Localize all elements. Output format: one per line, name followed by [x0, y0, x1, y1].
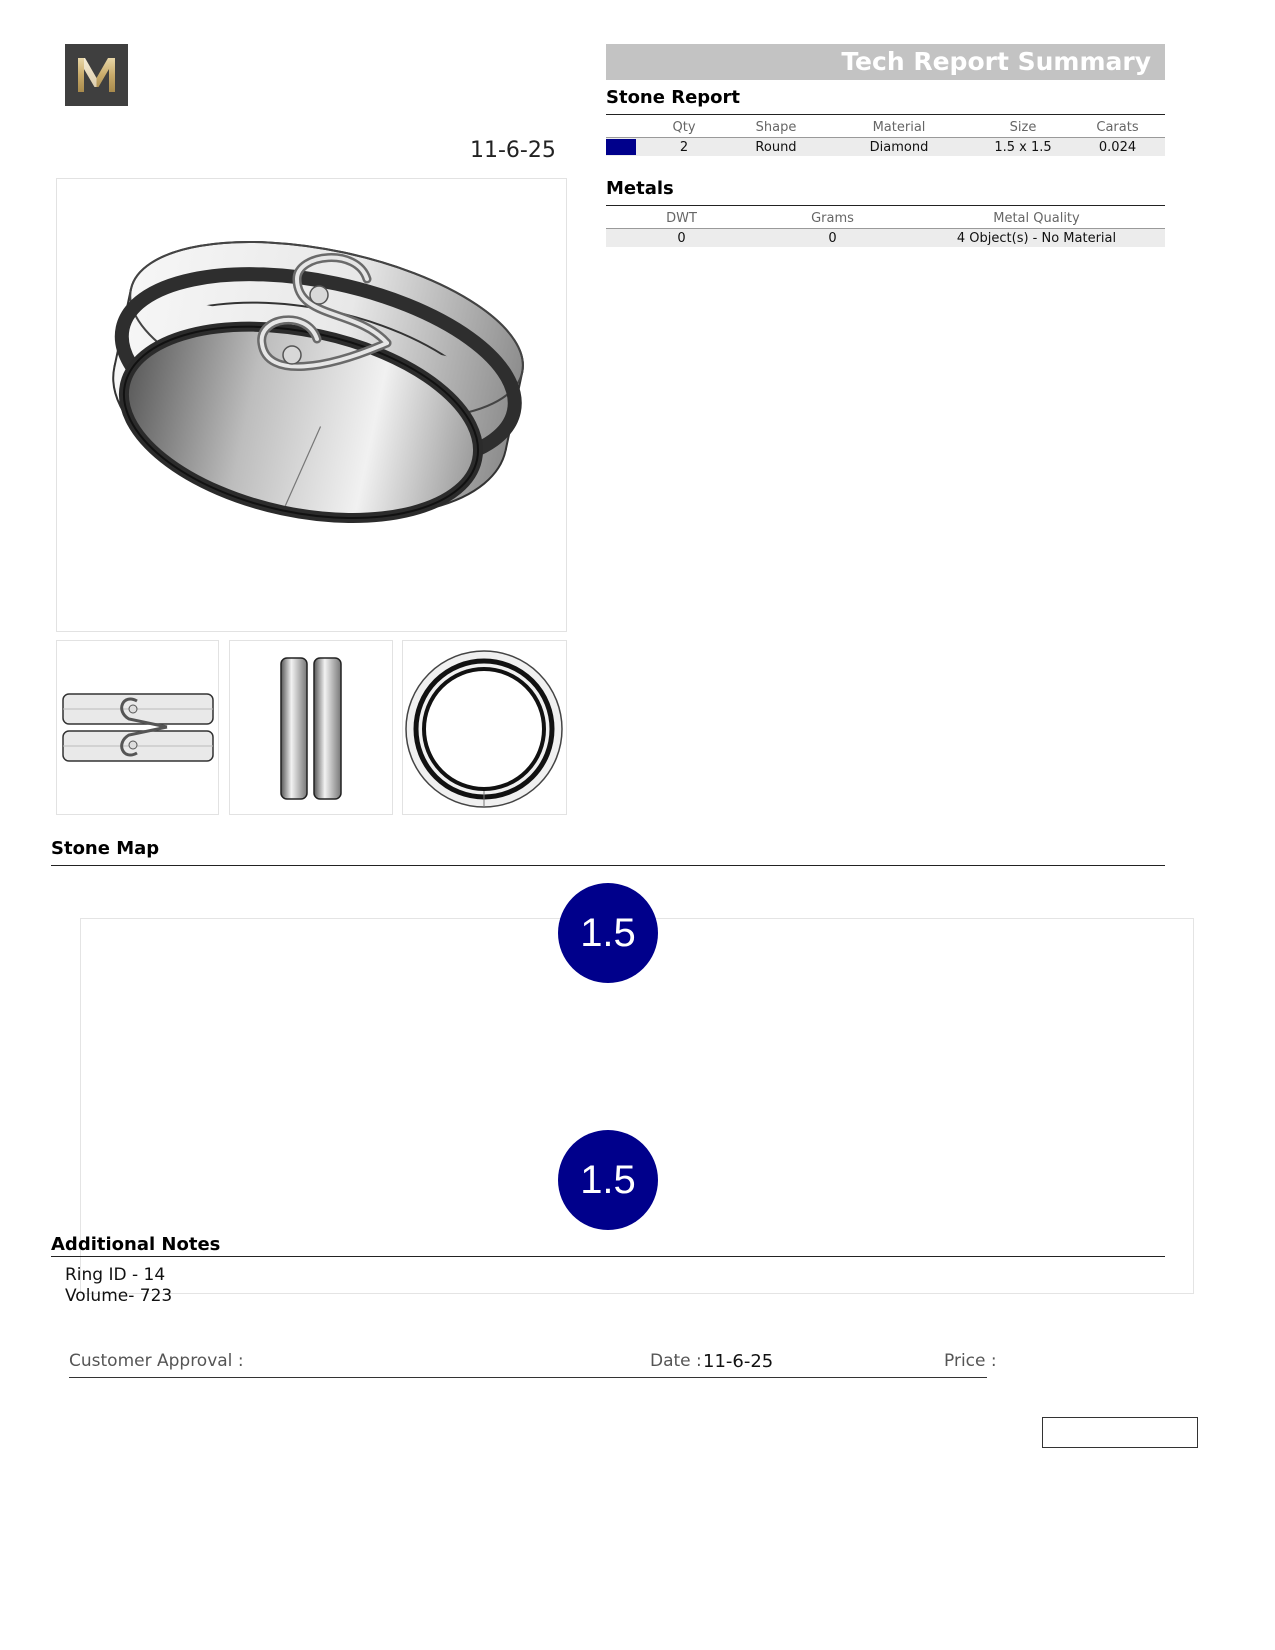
column-header-material: Material — [872, 119, 926, 135]
ring-perspective-image — [56, 178, 567, 632]
cell-qty: 2 — [638, 138, 730, 157]
divider — [606, 205, 1165, 206]
approval-date-value: 11-6-25 — [703, 1351, 774, 1372]
column-header-carats: Carats — [1096, 119, 1139, 135]
customer-approval-label: Customer Approval : — [69, 1351, 244, 1371]
divider — [51, 1256, 1165, 1257]
stone-marker: 1.5 — [558, 1130, 658, 1230]
price-label: Price : — [944, 1351, 997, 1371]
color-column-header — [606, 117, 638, 138]
cell-size: 1.5 x 1.5 — [976, 138, 1070, 157]
stone-color-swatch-cell — [606, 138, 638, 157]
cell-shape: Round — [730, 138, 822, 157]
column-header-metal-quality: Metal Quality — [993, 210, 1080, 226]
ring-front-render — [57, 641, 218, 814]
stone-color-swatch — [606, 139, 636, 155]
ring-top-render — [403, 641, 566, 814]
divider — [606, 114, 1165, 115]
table-row — [606, 229, 1165, 248]
column-header-dwt: DWT — [666, 210, 697, 226]
table-header-row — [606, 208, 1165, 229]
price-field[interactable] — [1042, 1417, 1198, 1448]
stone-map-heading: Stone Map — [51, 838, 160, 859]
note-ring-id: Ring ID - 14 — [65, 1265, 166, 1285]
stone-report-heading: Stone Report — [606, 87, 741, 108]
cell-metal-quality: 4 Object(s) - No Material — [908, 229, 1165, 248]
note-volume: Volume- 723 — [65, 1286, 173, 1306]
cell-material: Diamond — [822, 138, 976, 157]
cell-grams: 0 — [757, 229, 908, 248]
ring-side-render — [230, 641, 392, 814]
cell-carats: 0.024 — [1070, 138, 1165, 157]
ring-render — [57, 179, 566, 631]
divider — [51, 865, 1165, 866]
cell-dwt: 0 — [606, 229, 757, 248]
metals-heading: Metals — [606, 178, 674, 199]
signature-line[interactable] — [69, 1377, 987, 1378]
report-date: 11-6-25 — [470, 138, 556, 163]
ring-side-view-image — [229, 640, 393, 815]
logo-mark — [65, 44, 128, 106]
report-title: Tech Report Summary — [841, 47, 1151, 76]
column-header-grams: Grams — [811, 210, 854, 226]
column-header-qty: Qty — [672, 119, 696, 135]
company-logo — [65, 44, 128, 106]
title-bar — [606, 44, 1165, 80]
column-header-shape: Shape — [755, 119, 797, 135]
table-header-row — [606, 117, 1165, 138]
stone-report-table — [606, 117, 1165, 156]
date-label: Date : — [650, 1351, 702, 1371]
additional-notes-heading: Additional Notes — [51, 1234, 221, 1255]
ring-front-view-image — [56, 640, 219, 815]
column-header-size: Size — [1009, 119, 1037, 135]
stone-marker: 1.5 — [558, 883, 658, 983]
metals-table — [606, 208, 1165, 247]
ring-top-view-image — [402, 640, 567, 815]
stone-map-canvas — [80, 911, 1194, 1294]
table-row — [606, 138, 1165, 157]
